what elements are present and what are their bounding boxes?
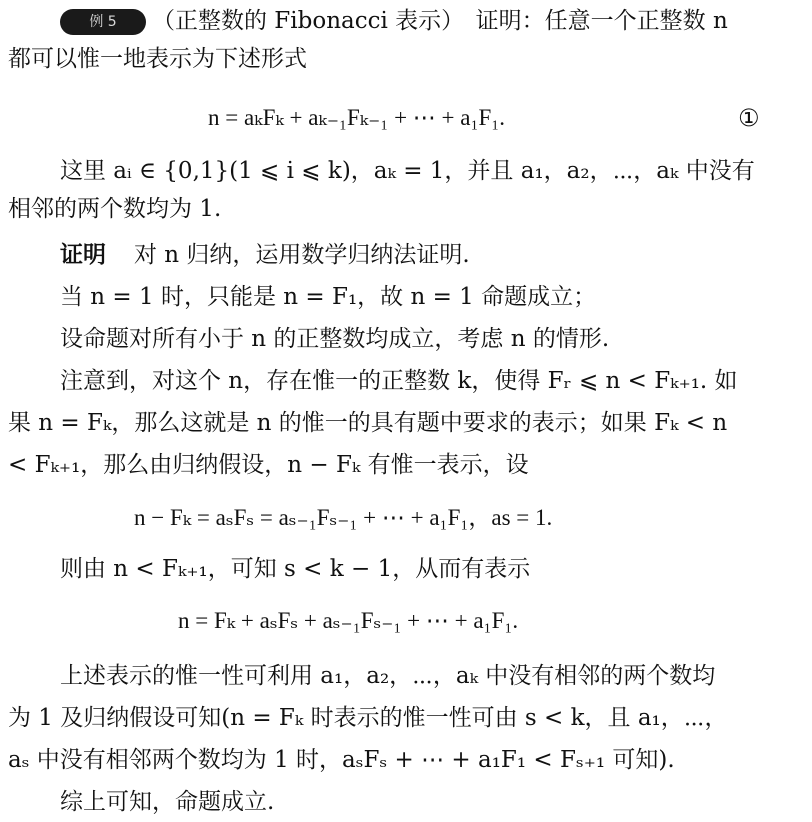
text-line: 注意到，对这个 n，存在惟一的正整数 k，使得 Fᵣ ⩽ n < Fₖ₊₁. 如: [60, 368, 738, 394]
equation-number: ①: [738, 104, 760, 132]
proof-text: 对 n 归纳，运用数学归纳法证明.: [134, 242, 470, 268]
text-line: aₛ 中没有相邻两个数均为 1 时，aₛFₛ + ⋯ + a₁F₁ < Fₛ₊₁ 可知).: [8, 747, 675, 773]
text-line: 果 n = Fₖ，那么这就是 n 的惟一的具有题中要求的表示；如果 Fₖ < n: [8, 410, 728, 436]
text-line: 则由 n < Fₖ₊₁，可知 s < k − 1，从而有表示: [60, 556, 531, 582]
equation-3: n = Fₖ + aₛFₛ + aₛ₋₁Fₛ₋₁ + ⋯ + a₁F₁.: [178, 608, 519, 633]
text-line: < Fₖ₊₁，那么由归纳假设，n − Fₖ 有惟一表示，设: [8, 452, 529, 478]
text-line: 综上可知，命题成立.: [60, 789, 275, 815]
text-line: 都可以惟一地表示为下述形式: [8, 46, 307, 72]
text-line: 相邻的两个数均为 1.: [8, 196, 222, 222]
text-line: 这里 aᵢ ∈ {0,1}(1 ⩽ i ⩽ k)，aₖ = 1，并且 a₁，a₂，⋯，aₖ 中没有: [60, 158, 755, 184]
equation-2: n − Fₖ = aₛFₛ = aₛ₋₁Fₛ₋₁ + ⋯ + a₁F₁，as = 1.: [134, 505, 553, 530]
text-line: 当 n = 1 时，只能是 n = F₁，故 n = 1 命题成立；: [60, 284, 597, 310]
equation-1: n = aₖFₖ + aₖ₋₁Fₖ₋₁ + ⋯ + a₁F₁.: [208, 105, 506, 130]
proof-line: [60, 240, 470, 270]
text-line: 设命题对所有小于 n 的正整数均成立，考虑 n 的情形.: [60, 326, 610, 352]
text-line: 上述表示的惟一性可利用 a₁，a₂，⋯，aₖ 中没有相邻的两个数均: [60, 663, 716, 689]
text-line: 为 1 及归纳假设可知(n = Fₖ 时表示的惟一性可由 s < k，且 a₁，⋯，: [8, 705, 728, 731]
proof-label: 证明: [60, 241, 106, 268]
example-heading-line: [60, 6, 728, 36]
example-badge: 例 5: [60, 9, 146, 35]
example-title: （正整数的 Fibonacci 表示） 证明：任意一个正整数 n: [152, 8, 728, 34]
